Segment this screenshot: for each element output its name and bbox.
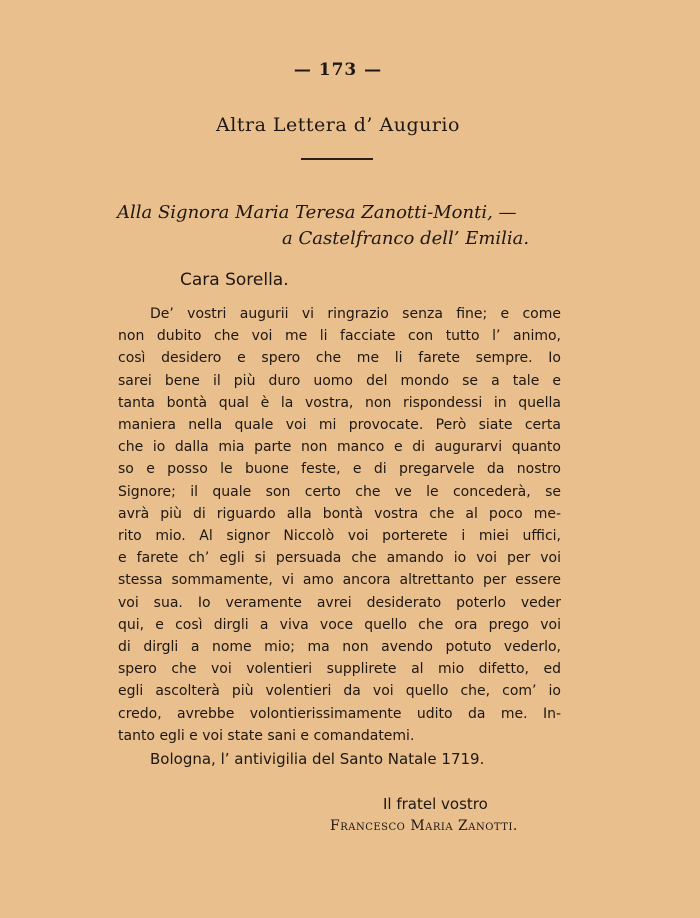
dateline: Bologna, l’ antivigilia del Santo Natale 1719. bbox=[150, 750, 485, 768]
body-line: sarei bene il più duro uomo del mondo se a tale e bbox=[118, 372, 561, 389]
body-line: so e posso le buone feste, e di pregarvele da nostro bbox=[118, 461, 561, 478]
body-line: che io dalla mia parte non manco e di augurarvi quanto bbox=[118, 439, 561, 456]
body-line: De’ vostri augurii vi ringrazio senza fine; e come bbox=[150, 306, 561, 322]
body-line: avrà più di riguardo alla bontà vostra che al poco me- bbox=[118, 505, 561, 522]
body-line: maniera nella quale voi mi provocate. Però siate certa bbox=[118, 417, 561, 434]
page-number: — 173 — bbox=[293, 60, 383, 80]
body-line: di dirgli a nome mio; ma non avendo potuto vederlo, bbox=[118, 639, 561, 656]
addressee bbox=[117, 200, 567, 252]
body-line: rito mio. Al signor Niccolò voi porterete i miei uffici, bbox=[118, 528, 561, 545]
signature: Francesco Maria Zanotti. bbox=[330, 818, 518, 834]
addressee-line-1: Alla Signora Maria Teresa Zanotti-Monti, — bbox=[117, 202, 517, 223]
letter-body bbox=[118, 303, 561, 747]
body-line: spero che voi volentieri supplirete al mio difetto, ed bbox=[118, 661, 561, 678]
body-line: tanto egli e voi state sani e comandatemi. bbox=[118, 727, 415, 744]
body-line: e farete ch’ egli si persuada che amando io voi per voi bbox=[118, 550, 561, 567]
addressee-line-2: a Castelfranco dell’ Emilia. bbox=[282, 228, 530, 249]
body-line: tanta bontà qual è la vostra, non rispondessi in quella bbox=[118, 394, 561, 411]
body-line: così desidero e spero che me li farete sempre. Io bbox=[118, 350, 561, 367]
body-line: Signore; il quale son certo che ve le concederà, se bbox=[118, 483, 561, 500]
salutation: Cara Sorella. bbox=[180, 270, 289, 290]
body-line: voi sua. Io veramente avrei desiderato poterlo veder bbox=[118, 594, 561, 611]
letter-title: Altra Lettera d’ Augurio bbox=[216, 114, 460, 136]
body-line: non dubito che voi me li facciate con tutto l’ animo, bbox=[118, 328, 561, 345]
body-line: egli ascolterà più volentieri da voi quello che, com’ io bbox=[118, 683, 561, 700]
body-line: credo, avrebbe volontierissimamente udito da me. In- bbox=[118, 705, 561, 722]
closing: Il fratel vostro bbox=[383, 795, 488, 813]
title-divider bbox=[301, 158, 373, 160]
body-line: stessa sommamente, vi amo ancora altrettanto per essere bbox=[118, 572, 561, 589]
body-line: qui, e così dirgli a viva voce quello che ora prego voi bbox=[118, 616, 561, 633]
